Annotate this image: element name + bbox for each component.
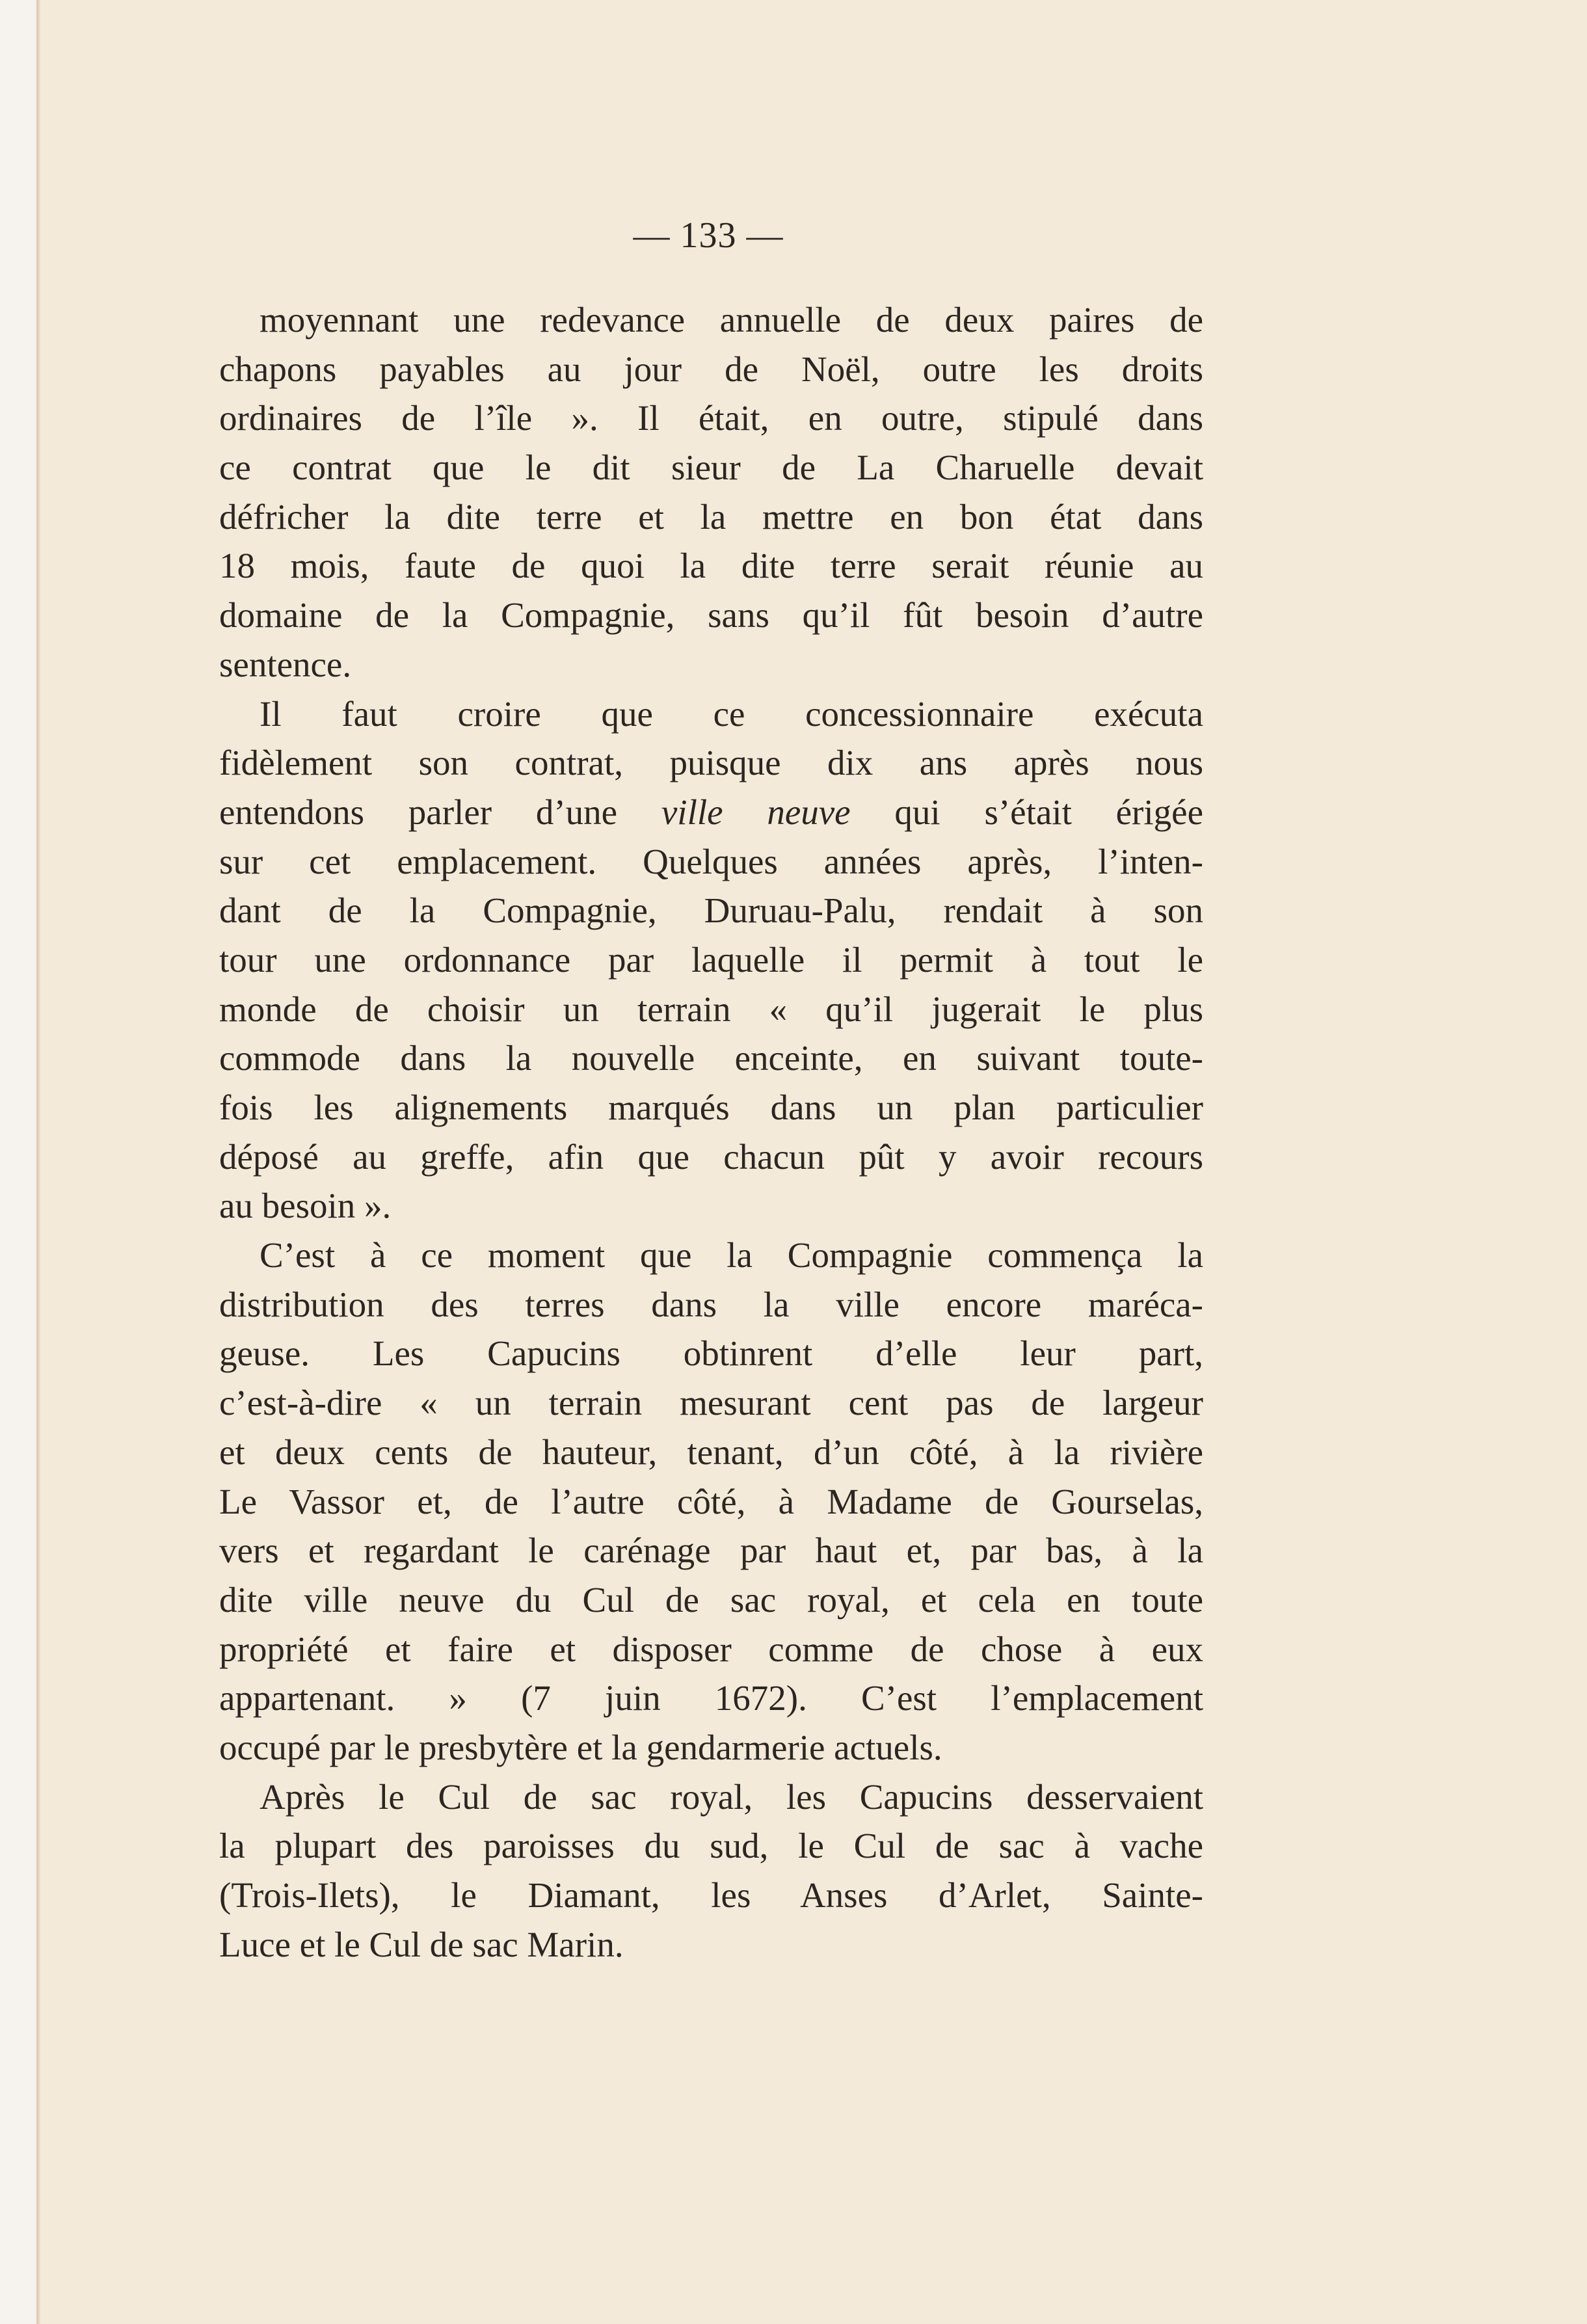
- text-line: la plupart des paroisses du sud, le Cul de sac à vache: [219, 1826, 1203, 1866]
- text-line: sentence.: [219, 644, 352, 684]
- text-line: chapons payables au jour de Noël, outre les droits: [219, 349, 1203, 389]
- text-line: et deux cents de hauteur, tenant, d’un côté, à la rivière: [219, 1432, 1203, 1472]
- text-line: dant de la Compagnie, Duruau-Palu, rendait à son: [219, 890, 1203, 931]
- text-line: appartenant. » (7 juin 1672). C’est l’emplacement: [219, 1678, 1203, 1718]
- text-line: Il faut croire que ce concessionnaire exécuta: [260, 693, 1203, 734]
- text-line: C’est à ce moment que la Compagnie commença la: [260, 1235, 1203, 1276]
- text-line: vers et regardant le carénage par haut et, par bas, à la: [219, 1530, 1203, 1571]
- text-line: Luce et le Cul de sac Marin.: [219, 1924, 624, 1964]
- text-line: occupé par le presbytère et la gendarmerie actuels.: [219, 1727, 942, 1767]
- text-line: Après le Cul de sac royal, les Capucins desservaient: [260, 1776, 1203, 1817]
- text-line: [219, 788, 1203, 837]
- scan-margin: [0, 0, 36, 2324]
- text-line: 18 mois, faute de quoi la dite terre serait réunie au: [219, 546, 1203, 586]
- text-line: défricher la dite terre et la mettre en bon état dans: [219, 496, 1203, 537]
- text-line: (Trois-Ilets), le Diamant, les Anses d’Arlet, Sainte-: [219, 1875, 1203, 1915]
- text-line: au besoin ».: [219, 1186, 392, 1226]
- text-line: fidèlement son contrat, puisque dix ans après nous: [219, 743, 1203, 783]
- text-line: distribution des terres dans la ville encore maréca-: [219, 1284, 1203, 1324]
- text-segment: qui s’était érigée: [850, 792, 1203, 832]
- page-number: — 133 —: [633, 215, 784, 256]
- text-line: ce contrat que le dit sieur de La Charuelle devait: [219, 447, 1203, 488]
- text-line: monde de choisir un terrain « qu’il jugerait le plus: [219, 989, 1203, 1029]
- text-line: propriété et faire et disposer comme de chose à eux: [219, 1629, 1203, 1669]
- text-line: Le Vassor et, de l’autre côté, à Madame de Gourselas,: [219, 1481, 1203, 1521]
- text-line: déposé au greffe, afin que chacun pût y avoir recours: [219, 1136, 1203, 1177]
- text-line: tour une ordonnance par laquelle il permit à tout le: [219, 939, 1203, 980]
- text-line: commode dans la nouvelle enceinte, en suivant toute-: [219, 1038, 1203, 1078]
- text-line: c’est-à-dire « un terrain mesurant cent pas de largeur: [219, 1383, 1203, 1423]
- text-line: sur cet emplacement. Quelques années après, l’inten-: [219, 841, 1203, 881]
- italic-text: ville neuve: [661, 792, 851, 832]
- text-line: geuse. Les Capucins obtinrent d’elle leur part,: [219, 1333, 1203, 1374]
- text-line: moyennant une redevance annuelle de deux paires de: [260, 300, 1203, 340]
- body-text: [219, 295, 1203, 1969]
- text-line: dite ville neuve du Cul de sac royal, et cela en toute: [219, 1579, 1203, 1620]
- text-line: domaine de la Compagnie, sans qu’il fût besoin d’autre: [219, 595, 1203, 635]
- text-line: ordinaires de l’île ». Il était, en outre, stipulé dans: [219, 398, 1203, 438]
- text-segment: entendons parler d’une: [219, 792, 661, 832]
- page-edge: [36, 0, 40, 2324]
- text-line: fois les alignements marqués dans un plan particulier: [219, 1088, 1203, 1127]
